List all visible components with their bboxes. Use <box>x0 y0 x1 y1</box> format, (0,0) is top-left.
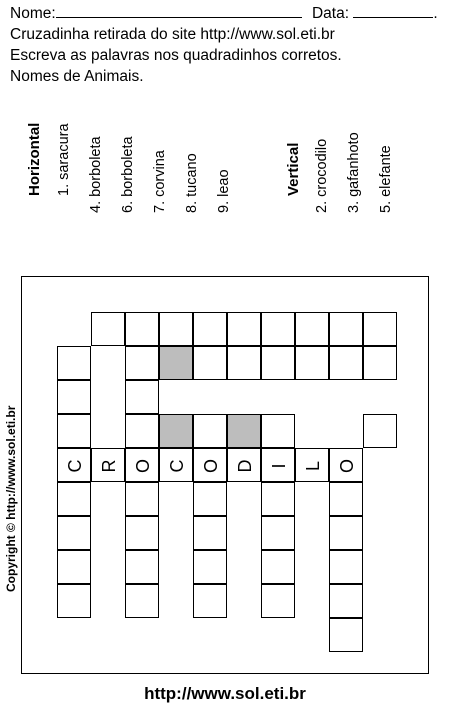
grid-cell[interactable] <box>125 414 159 448</box>
vertical-clue: 3. gafanhoto <box>346 132 362 213</box>
vertical-clue: 2. crocodilo <box>314 138 330 213</box>
grid-cell[interactable] <box>193 414 227 448</box>
grid-cell[interactable] <box>261 312 295 346</box>
grid-cell[interactable] <box>57 550 91 584</box>
grid-letter: I <box>268 463 289 469</box>
instruction-line: Escreva as palavras nos quadradinhos corretos. <box>10 47 342 64</box>
grid-letter: O <box>132 459 153 474</box>
grid-cell[interactable] <box>261 516 295 550</box>
theme-line: Nomes de Animais. <box>10 68 144 85</box>
grid-cell[interactable] <box>295 346 329 380</box>
horizontal-clue: 9. leao <box>216 169 232 213</box>
name-date-row: Nome: Data: . <box>10 2 446 24</box>
shaded-cell <box>227 414 261 448</box>
grid-cell[interactable] <box>193 516 227 550</box>
copyright-notice: Copyright © http://www.sol.eti.br <box>4 405 18 592</box>
grid-cell[interactable] <box>91 448 125 482</box>
footer-url: http://www.sol.eti.br <box>144 684 306 703</box>
vertical-clue: 5. elefante <box>378 145 394 213</box>
grid-cell[interactable] <box>193 550 227 584</box>
grid-cell[interactable] <box>125 584 159 618</box>
grid-cell[interactable] <box>57 584 91 618</box>
clue-lists <box>0 0 450 240</box>
grid-cell[interactable] <box>193 346 227 380</box>
grid-cell[interactable] <box>159 448 193 482</box>
source-line: Cruzadinha retirada do site http://www.sol.eti.br <box>10 26 335 43</box>
grid-letter: L <box>302 461 323 472</box>
grid-cell[interactable] <box>261 550 295 584</box>
grid-cell[interactable] <box>227 448 261 482</box>
grid-cell[interactable] <box>329 482 363 516</box>
grid-cell[interactable] <box>125 516 159 550</box>
grid-letter: O <box>336 459 357 474</box>
grid-cell[interactable] <box>363 312 397 346</box>
grid-cell[interactable] <box>329 550 363 584</box>
grid-cell[interactable] <box>227 346 261 380</box>
grid-cell[interactable] <box>159 312 193 346</box>
grid-cell[interactable] <box>363 414 397 448</box>
grid-cell[interactable] <box>261 448 295 482</box>
shaded-cell <box>159 346 193 380</box>
horizontal-clue: 4. borboleta <box>88 136 104 213</box>
grid-letter: O <box>200 459 221 474</box>
grid-cell[interactable] <box>125 550 159 584</box>
grid-cell[interactable] <box>57 448 91 482</box>
grid-cell[interactable] <box>193 584 227 618</box>
grid-cell[interactable] <box>57 414 91 448</box>
grid-letter: C <box>64 459 85 473</box>
grid-letter: D <box>234 459 255 473</box>
grid-cell[interactable] <box>363 346 397 380</box>
grid-cell[interactable] <box>193 482 227 516</box>
grid-cell[interactable] <box>227 312 261 346</box>
grid-cell[interactable] <box>295 312 329 346</box>
grid-cell[interactable] <box>91 312 125 346</box>
grid-cell[interactable] <box>57 516 91 550</box>
grid-cell[interactable] <box>329 346 363 380</box>
grid-cell[interactable] <box>57 346 91 380</box>
grid-cell[interactable] <box>329 584 363 618</box>
grid-letter: R <box>98 459 119 473</box>
name-label: Nome: <box>10 5 56 22</box>
horizontal-clue: 8. tucano <box>184 153 200 213</box>
horizontal-clue: 7. corvina <box>152 150 168 213</box>
horizontal-clue: 6. borboleta <box>120 136 136 213</box>
grid-cell[interactable] <box>261 482 295 516</box>
grid-cell[interactable] <box>57 482 91 516</box>
horizontal-clue: 1. saracura <box>56 123 72 196</box>
grid-cell[interactable] <box>125 380 159 414</box>
grid-cell[interactable] <box>125 448 159 482</box>
grid-cell[interactable] <box>125 482 159 516</box>
grid-letter: C <box>166 459 187 473</box>
grid-cell[interactable] <box>125 346 159 380</box>
grid-cell[interactable] <box>329 448 363 482</box>
grid-cell[interactable] <box>329 618 363 652</box>
grid-cell[interactable] <box>261 414 295 448</box>
grid-cell[interactable] <box>193 448 227 482</box>
grid-cell[interactable] <box>193 312 227 346</box>
grid-cell[interactable] <box>57 380 91 414</box>
date-label: Data: <box>311 5 350 22</box>
horizontal-heading: Horizontal <box>26 122 43 196</box>
grid-cell[interactable] <box>329 312 363 346</box>
vertical-heading: Vertical <box>285 142 302 196</box>
grid-cell[interactable] <box>261 346 295 380</box>
grid-cell[interactable] <box>261 584 295 618</box>
grid-cell[interactable] <box>125 312 159 346</box>
grid-cell[interactable] <box>329 516 363 550</box>
shaded-cell <box>159 414 193 448</box>
grid-cell[interactable] <box>295 448 329 482</box>
